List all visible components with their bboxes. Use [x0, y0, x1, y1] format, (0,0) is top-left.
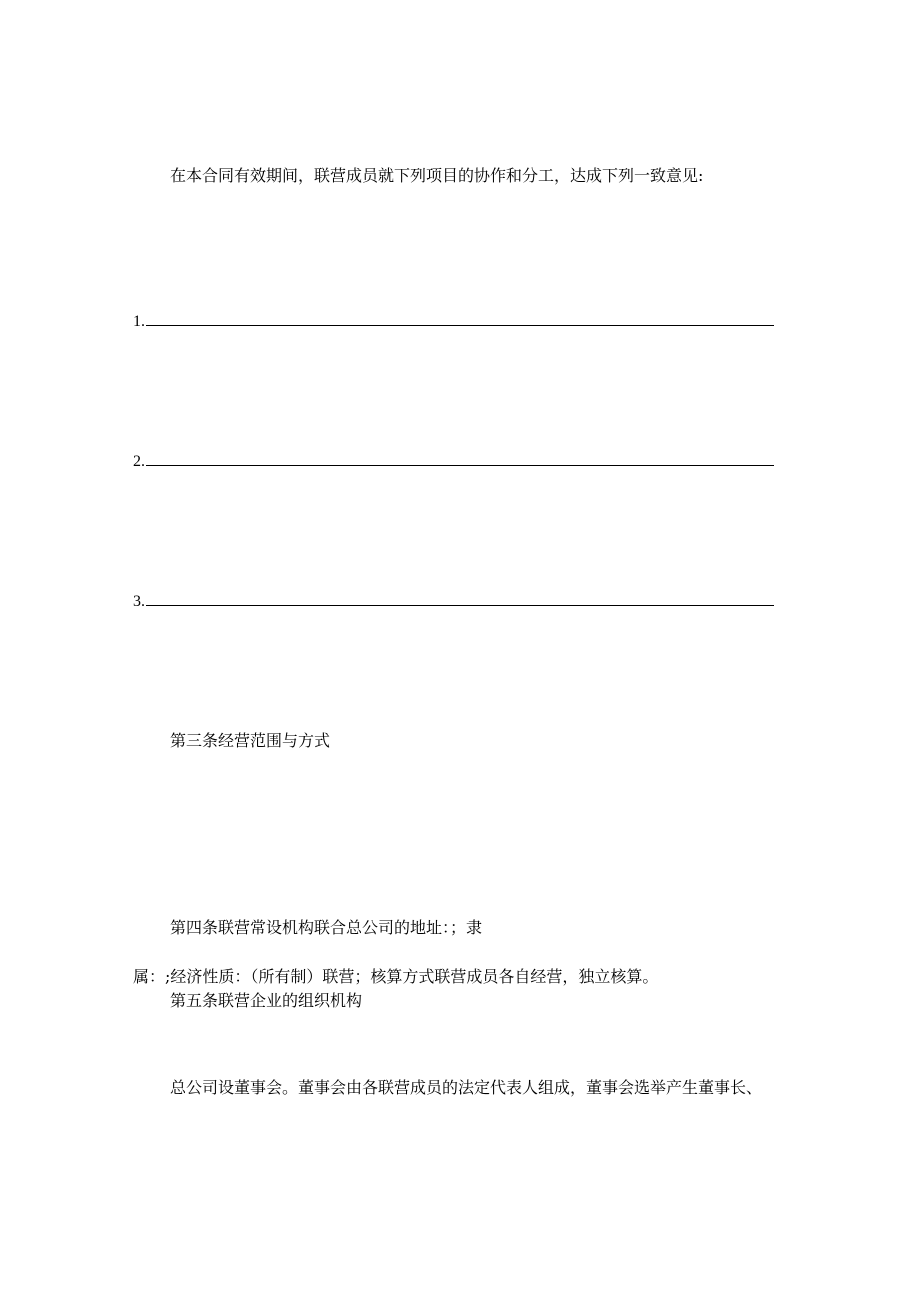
blank-item-3 — [133, 591, 774, 612]
blank-item-2 — [133, 451, 774, 472]
item-number: 3. — [133, 593, 145, 610]
article-4-line-2: 属：;经济性质：（所有制）联营；核算方式联营成员各自经营，独立核算。 — [133, 967, 659, 986]
article-5-heading: 第五条联营企业的组织机构 — [170, 991, 363, 1010]
article-3-heading: 第三条经营范围与方式 — [170, 731, 331, 750]
item-number: 2. — [133, 453, 145, 470]
fill-in-line — [146, 311, 774, 326]
fill-in-line — [146, 451, 774, 466]
item-number: 1. — [133, 313, 145, 330]
article-4-line-1: 第四条联营常设机构联合总公司的地址：；隶 — [170, 918, 483, 937]
fill-in-line — [146, 591, 774, 606]
intro-paragraph: 在本合同有效期间，联营成员就下列项目的协作和分工，达成下列一致意见: — [170, 166, 704, 185]
board-paragraph: 总公司设董事会。董事会由各联营成员的法定代表人组成，董事会选举产生董事长、 — [170, 1078, 763, 1097]
blank-item-1 — [133, 311, 774, 332]
